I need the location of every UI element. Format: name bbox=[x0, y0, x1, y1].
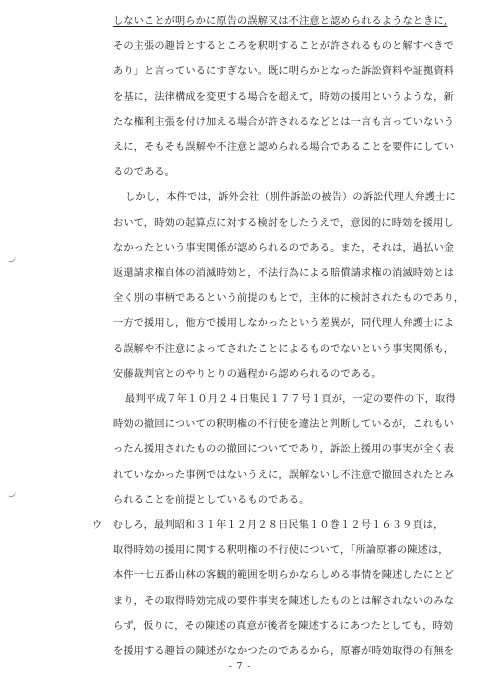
text-line-17: 時効の撤回についての釈明権の不行使を違法と判断しているが，これもい bbox=[113, 419, 454, 431]
text-line-10: なかったという事実関係が認められるのである。また，それは，過払い金 bbox=[113, 242, 455, 254]
text-line-22: 取得時効の援用に関する釈明権の不行使について，「所論原審の陳述は， bbox=[113, 545, 449, 557]
binding-hole-mark bbox=[6, 253, 17, 263]
text-line-5: たな権利主張を付け加える場合が許されるなどとは一言も言っていないう bbox=[113, 116, 455, 128]
text-line-12: 全く別の事柄であるという前提のもとで，主体的に検討されたものであり， bbox=[113, 293, 465, 305]
text-line-8: しかし，本件では，訴外会社（別件訴訟の被告）の訴訟代理人弁護士に bbox=[125, 192, 456, 204]
text-line-6: えに，そもそも誤解や不注意と認められる場合であることを要件にしてい bbox=[113, 142, 455, 153]
text-line-19: れていなかった事例ではないうえに，誤解ないし不注意で撤回されたとみ bbox=[113, 469, 455, 481]
text-line-16: 最判平成７年１０月２４日集民１７７号１頁が，一定の要件の下，取得 bbox=[125, 394, 456, 405]
text-line-25: らず，仮りに，その陳述の真意が後者を陳述するにあつたとしても，時効 bbox=[113, 620, 454, 632]
text-line-24: まり，その取得時効完成の要件事実を陳述したものとは解されないのみな bbox=[113, 595, 455, 607]
text-line-15: 安藤裁判官とのやりとりの過程から認められるのである。 bbox=[113, 368, 382, 380]
text-line-7: るのである。 bbox=[113, 167, 176, 179]
text-line-4: を基に，法律構成を変更する場合を超えて，時効の援用というような，新 bbox=[113, 91, 454, 103]
text-line-3: あり」と言っているにすぎない。既に明らかとなった訴訟資料や証拠資料 bbox=[113, 66, 455, 78]
text-line-20: られることを前提としているものである。 bbox=[113, 494, 310, 506]
text-line-13: 一方で援用し，他方で援用しなかったという差異が，同代理人弁護士によ bbox=[113, 318, 455, 330]
text-line-21: ウ むしろ，最判昭和３１年１２月２８日民集１０巻１２号１６３９頁は， bbox=[92, 520, 444, 531]
text-line-18: ったん援用されたものの撤回についてであり，訴訟上援用の事実が全く表 bbox=[113, 444, 454, 456]
text-line-2: その主張の趣旨とするところを釈明することが許されるものと解すべきで bbox=[113, 41, 454, 53]
text-line-11: 返還請求権自体の消滅時効と，不法行為による賠償請求権の消滅時効とは bbox=[113, 268, 455, 279]
text-line-1: しないことが明らかに原告の誤解又は不注意と認められるようなときに, bbox=[113, 16, 448, 27]
text-line-26: を援用する趣旨の陳述がなかつたのであるから，原審が時効取得の有無を bbox=[113, 646, 455, 657]
text-line-14: る誤解や不注意によってされたことによるものでないという事実関係も， bbox=[113, 343, 455, 355]
binding-hole-mark bbox=[6, 488, 17, 498]
text-line-23: 本件一七五番山林の客観的範囲を明らかならしめる事情を陳述したにとど bbox=[113, 570, 455, 582]
page-number: - 7 - bbox=[228, 662, 252, 672]
text-line-9: おいて，時効の起算点に対する検討をしたうえで，意図的に時効を援用し bbox=[113, 217, 454, 229]
